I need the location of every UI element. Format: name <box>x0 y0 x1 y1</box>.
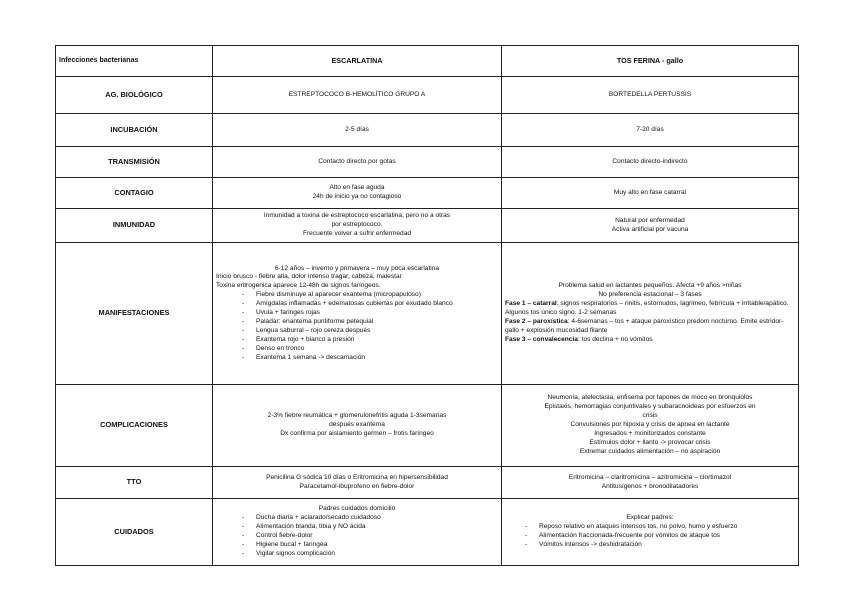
cell-manifestaciones-tosferina <box>502 243 799 385</box>
header-tos-ferina: TOS FERINA - gallo <box>502 46 799 77</box>
list-item: - Denso en tronco <box>246 345 498 354</box>
fase-1-text: : signos respiratorios – rinitis, estornudos, lagrimeo, febrícula + irritable/apático. Algunos tos único signo. 1-2 semanas <box>505 300 789 317</box>
label-agente: AG. BIOLÓGICO <box>56 77 213 114</box>
list-item: - Vómitos intensos -> deshidratación <box>529 541 795 550</box>
row-incubacion <box>56 114 799 147</box>
text-line: crisis <box>642 412 658 420</box>
text-line: Toxina eritrogenica aparece 12-48h de signos faríngeos. <box>216 282 381 290</box>
label-inmunidad: INMUNIDAD <box>56 209 213 243</box>
text-line: Antitusígenos + bronodilatadores <box>601 482 699 490</box>
list-item: - Exantema rojo + blanco a presión <box>246 336 498 345</box>
row-contagio <box>56 178 799 209</box>
cell-tto-tosferina <box>502 467 799 499</box>
label-transmision: TRANSMISIÓN <box>56 147 213 178</box>
row-complicaciones <box>56 385 799 467</box>
text-line: Activa artificial por vacuna <box>611 225 689 233</box>
label-cuidados: CUIDADOS <box>56 499 213 566</box>
text-line: Convulsiones por hipoxia y crisis de apnea en lactante <box>570 421 730 429</box>
cell-agente-tosferina: BORTEDELLA PERTUSSIS <box>502 77 799 114</box>
text-line: 6-12 años – inverno y primavera – muy poca escarlatina <box>274 264 440 272</box>
list-item: - Paladar: enantema puntiforme petequial <box>246 318 498 327</box>
text-line: Estímulos dolor + llanto -> provocar crisis <box>589 438 711 446</box>
list-item: - Control fiebre-dolor <box>246 532 498 541</box>
comparison-table-wrapper <box>55 45 798 566</box>
text-line: Alto en fase aguda <box>329 184 385 192</box>
cell-transmision-tosferina: Contacto directo-indirecto <box>502 147 799 178</box>
text-line: Inmunidad a toxina de estreptococo escarlatina, pero no a otras <box>263 212 451 220</box>
text-line: Padres cuidados domicilio <box>318 505 396 513</box>
label-tto: TTO <box>56 467 213 499</box>
fase-1 <box>505 300 795 318</box>
cell-incubacion-escarlatina: 2-5 días <box>213 114 502 147</box>
cell-contagio-escarlatina <box>213 178 502 209</box>
text-line: después exantema <box>329 421 385 429</box>
label-incubacion: INCUBACIÓN <box>56 114 213 147</box>
fase-3-text: : tos declina + no vómitos <box>577 335 653 343</box>
row-tto <box>56 467 799 499</box>
cell-cuidados-escarlatina <box>213 499 502 566</box>
header-category: Infecciones bacterianas <box>56 46 213 77</box>
row-transmision <box>56 147 799 178</box>
tosferina-care-list <box>505 523 795 550</box>
list-item: - Amígdalas inflamadas + edematosas cubiertas por exudado blanco <box>246 300 498 309</box>
row-manifestaciones <box>56 243 799 385</box>
cell-transmision-escarlatina: Contacto directo por gotas <box>213 147 502 178</box>
cell-inmunidad-tosferina <box>502 209 799 243</box>
fase-3 <box>505 336 795 345</box>
label-manifestaciones: MANIFESTACIONES <box>56 243 213 385</box>
text-line: Penicilina G sódica 10 días o Eritromicina en hipersensibilidad <box>266 473 448 481</box>
infections-table <box>55 45 799 566</box>
row-cuidados <box>56 499 799 566</box>
text-line: Problema salud en lactantes pequeños. Afecta +9 años >niñas <box>558 282 742 290</box>
label-complicaciones: COMPLICACIONES <box>56 385 213 467</box>
cell-inmunidad-escarlatina <box>213 209 502 243</box>
text-line: Epistaxis, hemorragias conjuntivales y subaracnoideas por esfuerzos en <box>544 403 756 411</box>
cell-tto-escarlatina <box>213 467 502 499</box>
text-line: Explicar padres: <box>626 514 674 522</box>
header-escarlatina: ESCARLATINA <box>213 46 502 77</box>
text-line: Eritromicina – claritromicina – azitromicina – clortimazol <box>568 473 732 481</box>
list-item: - Higiene bucal + faringea <box>246 541 498 550</box>
fase-2 <box>505 318 795 336</box>
cell-incubacion-tosferina: 7-20 días <box>502 114 799 147</box>
list-item: - Ducha diaria + aclarado/secado cuidadoso <box>246 514 498 523</box>
cell-contagio-tosferina: Muy alto en fase catarral <box>502 178 799 209</box>
fase-1-title: Fase 1 – catarral <box>505 300 557 308</box>
list-item: - Reposo relativo en ataques intensos tos, no polvo, humo y esfuerzo <box>529 523 795 532</box>
row-inmunidad <box>56 209 799 243</box>
header-row <box>56 46 799 77</box>
cell-complicaciones-tosferina <box>502 385 799 467</box>
fase-2-title: Fase 2 – paroxística <box>505 317 568 325</box>
list-item: - Uvula + faringes rojas <box>246 309 498 318</box>
text-line: Natural por enfermedad <box>615 216 685 224</box>
list-item: - Vigilar signos complicación <box>246 550 498 559</box>
fase-2-text: : 4-6semanas – tos + ataque paroxístico predom nocturno. Emite estridor-gallo + explosión mucosidad filante <box>505 317 784 334</box>
text-line: por estreptococo. <box>331 221 383 229</box>
list-item: - Exantema 1 semana -> descamación <box>246 354 498 363</box>
escarlatina-symptom-list <box>216 291 498 362</box>
text-line: Extremar cuidados alimentación – no aspiración <box>579 447 721 455</box>
escarlatina-care-list <box>216 514 498 559</box>
text-line: Inicio brusco - fiebre alta, dolor intenso tragar, cabeza, malestar <box>216 273 402 281</box>
list-item: - Lengua saburral – rojo cereza después <box>246 327 498 336</box>
fase-3-title: Fase 3 – convalecencia <box>505 335 578 343</box>
text-line: Dx confirma por aislamiento germen – frotis faríngeo <box>280 429 434 437</box>
text-line: 24h de inicio ya no contagioso <box>312 193 402 200</box>
cell-cuidados-tosferina <box>502 499 799 566</box>
cell-agente-escarlatina: ESTREPTOCOCO B-HEMOLÍTICO GRUPO A <box>213 77 502 114</box>
text-line: 2-3% fiebre reumática + glomerulonefritis aguda 1-3semanas <box>267 412 447 420</box>
row-agente <box>56 77 799 114</box>
list-item: - Alimentación blanda, tibia y NO ácida <box>246 523 498 532</box>
cell-complicaciones-escarlatina <box>213 385 502 467</box>
list-item: - Alimentación fraccionada-frecuente por vómitos de ataque tos <box>529 532 795 541</box>
text-line: Paracetamol-ibuprofeno en fiebre-dolor <box>299 482 415 490</box>
cell-manifestaciones-escarlatina <box>213 243 502 385</box>
text-line: Frecuente volver a sufrir enfermedad <box>302 229 412 237</box>
text-line: Neumonía, atelectasia, enfisema por tapones de moco en bronquiolos <box>547 394 753 402</box>
text-line: No preferencia estacional – 3 fases <box>598 291 702 299</box>
list-item: - Fiebre disminuye al aparecer exantema (micropapuloso) <box>246 291 498 300</box>
text-line: Ingresados + monitorizados constante <box>594 429 706 437</box>
label-contagio: CONTAGIO <box>56 178 213 209</box>
